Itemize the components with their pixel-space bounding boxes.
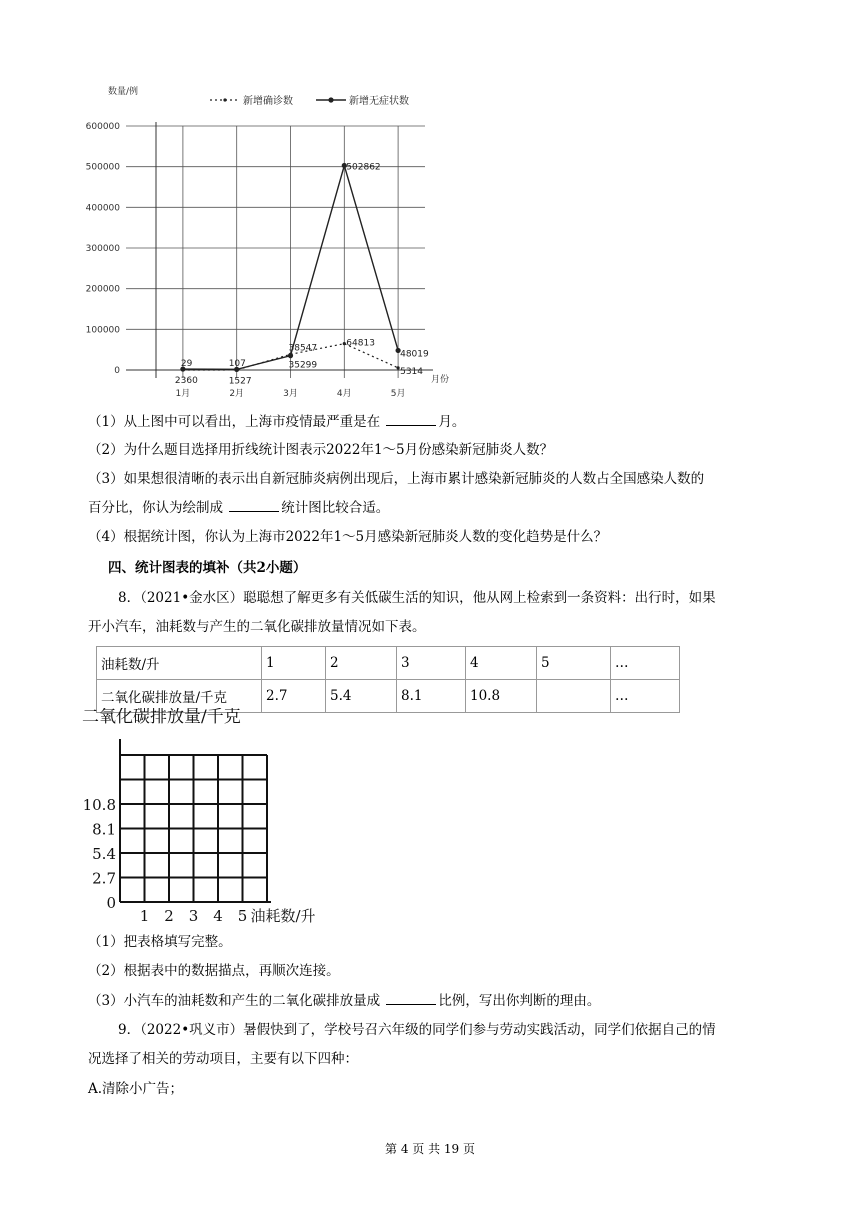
y-tick-label: 0 <box>106 894 116 912</box>
question-table-1: （1）把表格填写完整。 <box>88 934 232 950</box>
question-3-line2: 百分比，你认为绘制成 统计图比较合适。 <box>88 497 389 518</box>
covid-line-chart <box>80 80 480 410</box>
question-2: （2）为什么题目选择用折线统计图表示2022年1～5月份感染新冠肺炎人数？ <box>88 442 554 458</box>
x-tick-label: 4月 <box>336 389 352 399</box>
table-cell: 10.8 <box>466 680 537 713</box>
x-axis-label: 月份 <box>431 375 450 385</box>
legend-label: 新增确诊数 <box>243 96 293 107</box>
x-tick-label: 5月 <box>390 389 406 399</box>
page-footer: 第 4 页 共 19 页 <box>385 1142 475 1156</box>
y-axis-label: 数量/例 <box>108 87 139 97</box>
problem-9-line1: 9．（2022•巩义市）暑假快到了，学校号召六年级的同学们参与劳动实践活动，同学们依据自己的情 <box>118 1022 716 1038</box>
data-table <box>96 646 680 713</box>
x-tick-label: 2月 <box>229 389 245 399</box>
table-cell: … <box>611 680 680 713</box>
y-axis-label: 二氧化碳排放量/千克 <box>82 708 241 727</box>
legend-marker <box>223 98 226 101</box>
table-cell: 3 <box>397 647 466 680</box>
question-1: （1）从上图中可以看出，上海市疫情最严重是在 月。 <box>88 411 465 432</box>
table-row <box>97 647 680 680</box>
section-heading: 四、统计图表的填补（共2小题） <box>108 560 307 576</box>
data-label: 5314 <box>400 366 424 377</box>
data-label: 35299 <box>288 360 318 371</box>
y-tick-label: 2.7 <box>92 869 116 888</box>
answer-blank[interactable] <box>386 990 436 1005</box>
x-tick-label: 4 <box>213 907 223 925</box>
answer-blank[interactable] <box>229 497 279 512</box>
table-cell: 5 <box>537 647 611 680</box>
data-label: 502862 <box>346 162 381 173</box>
table-cell: … <box>611 647 680 680</box>
y-tick-label: 600000 <box>85 122 120 132</box>
x-tick-label: 3月 <box>283 389 298 399</box>
y-tick-label: 400000 <box>85 203 120 214</box>
y-tick-label: 5.4 <box>92 845 116 863</box>
x-axis-label: 油耗数/升 <box>250 907 316 925</box>
data-label: 29 <box>180 358 193 369</box>
data-label: 1527 <box>228 376 252 387</box>
y-tick-label: 10.8 <box>82 796 116 814</box>
table-cell: 8.1 <box>397 680 466 713</box>
y-tick-label: 0 <box>114 366 120 376</box>
data-label: 64813 <box>346 338 375 349</box>
data-point <box>288 353 293 358</box>
table-cell: 2.7 <box>262 680 326 713</box>
problem-8-line2: 开小汽车，油耗数与产生的二氧化碳排放量情况如下表。 <box>88 619 426 635</box>
x-tick-label: 1月 <box>175 389 191 399</box>
table-cell: 1 <box>262 647 326 680</box>
question-3-line1: （3）如果想很清晰的表示出自新冠肺炎病例出现后，上海市累计感染新冠肺炎的人数占全国感染人数的 <box>88 471 705 487</box>
data-label: 2360 <box>174 376 198 387</box>
question-table-2: （2）根据表中的数据描点，再顺次连接。 <box>88 963 340 979</box>
question-4: （4）根据统计图，你认为上海市2022年1～5月感染新冠肺炎人数的变化趋势是什么？ <box>88 529 608 545</box>
x-tick-label: 2 <box>164 907 174 925</box>
table-cell: 5.4 <box>326 680 397 713</box>
x-tick-label: 3 <box>188 907 199 925</box>
y-tick-label: 200000 <box>85 284 120 295</box>
table-cell-empty[interactable] <box>537 680 611 713</box>
table-cell: 二氧化碳排放量/千克 <box>97 680 262 713</box>
x-tick-label: 1 <box>139 907 150 925</box>
question-table-3: （3）小汽车的油耗数和产生的二氧化碳排放量成 比例，写出你判断的理由。 <box>88 990 600 1011</box>
y-tick-label: 100000 <box>85 325 120 336</box>
y-tick-label: 500000 <box>85 162 120 173</box>
problem-8-line1: 8．（2021•金水区）聪聪想了解更多有关低碳生活的知识，他从网上检索到一条资料：出行时，如果 <box>118 590 716 606</box>
option-a: A.清除小广告； <box>88 1081 184 1097</box>
data-label: 48019 <box>400 349 429 360</box>
legend-marker <box>328 97 333 102</box>
x-tick-label: 5 <box>237 907 248 925</box>
table-cell: 4 <box>466 647 537 680</box>
data-label: 107 <box>228 358 246 369</box>
y-tick-label: 8.1 <box>92 820 116 839</box>
co2-grid-chart <box>76 708 356 930</box>
legend-label: 新增无症状数 <box>349 96 409 107</box>
answer-blank[interactable] <box>386 411 436 426</box>
problem-9-line2: 况选择了相关的劳动项目，主要有以下四种： <box>88 1051 358 1067</box>
y-tick-label: 300000 <box>85 244 120 254</box>
table-cell: 2 <box>326 647 397 680</box>
data-label: 38547 <box>288 343 318 354</box>
table-cell: 油耗数/升 <box>97 647 262 680</box>
